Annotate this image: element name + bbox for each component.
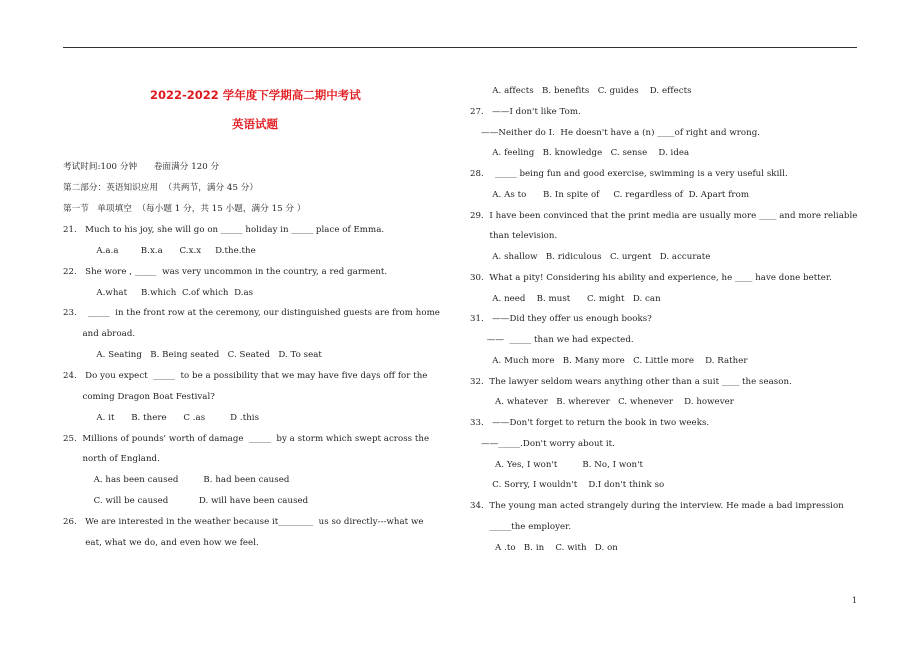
question-line: than television.	[470, 231, 558, 242]
header-rule	[63, 47, 857, 48]
question-line: ——Neither do I. He doesn't have a (n) ____of right and wrong.	[470, 127, 761, 138]
question-line: A. has been caused B. had been caused	[63, 475, 290, 486]
question-line: C. Sorry, I wouldn't D.I don't think so	[470, 480, 665, 491]
question-line: 21. Much to his joy, she will go on _____ holiday in _____ place of Emma.	[63, 225, 385, 235]
question-line: A.a.a B.x.a C.x.x D.the.the	[63, 245, 256, 256]
question-line: 24. Do you expect _____ to be a possibility that we may have five days off for the	[63, 370, 428, 381]
exam-title: 2022-2022 学年度下学期高二期中考试	[150, 88, 361, 102]
question-line: 29. I have been convinced that the print media are usually more ____ and more reliable	[470, 210, 858, 221]
exam-info-part: 第二部分：英语知识应用 （共两节，满分 45 分）	[63, 183, 259, 193]
question-line: A. affects B. benefits C. guides D. effects	[470, 86, 692, 96]
question-line: A. feeling B. knowledge C. sense D. idea	[470, 148, 690, 159]
question-line: A. Seating B. Being seated C. Seated D. To seat	[63, 350, 322, 361]
question-line: A. need B. must C. might D. can	[470, 293, 661, 304]
page-number: 1	[852, 596, 858, 605]
question-line: 27. ——I don't like Tom.	[470, 106, 581, 117]
question-line: 32. The lawyer seldom wears anything other than a suit ____ the season.	[470, 376, 792, 387]
question-line: A.what B.which C.of which D.as	[63, 287, 254, 298]
exam-info-time: 考试时间:100 分钟 卷面满分 120 分	[63, 162, 220, 172]
exam-info-section: 第一节 单项填空 （每小题 1 分，共 15 小题，满分 15 分 ）	[63, 204, 306, 214]
question-line: C. will be caused D. will have been caused	[63, 496, 309, 507]
question-line: A. Yes, I won't B. No, I won't	[470, 459, 644, 470]
question-line: A. it B. there C .as D .this	[63, 412, 260, 423]
exam-subtitle: 英语试题	[232, 117, 278, 131]
question-line: 25. Millions of pounds' worth of damage _____ by a storm which swept across the	[63, 433, 430, 444]
question-line: 28. _____ being fun and good exercise, swimming is a very useful skill.	[470, 169, 788, 179]
question-line: and abroad.	[63, 329, 136, 340]
question-line: eat, what we do, and even how we feel.	[63, 537, 259, 548]
question-line: A .to B. in C. with D. on	[470, 542, 618, 553]
question-line: A. Much more B. Many more C. Little more D. Rather	[470, 355, 748, 366]
question-line: 34. The young man acted strangely during the interview. He made a bad impression	[470, 501, 844, 511]
question-line: 23. _____ in the front row at the ceremony, our distinguished guests are from home	[63, 308, 440, 319]
question-line: _____the employer.	[470, 521, 572, 532]
question-line: A. shallow B. ridiculous C. urgent D. accurate	[470, 252, 711, 262]
question-line: 26. We are interested in the weather because it________ us so directly---what we	[63, 516, 424, 527]
question-line: 30. What a pity! Considering his ability and experience, he ____ have done better.	[470, 272, 832, 283]
question-line: —— _____ than we had expected.	[470, 335, 634, 345]
question-line: A. whatever B. wherever C. whenever D. however	[470, 397, 734, 408]
question-line: 22. She wore , _____ was very uncommon in the country, a red garment.	[63, 266, 388, 277]
question-line: 31. ——Did they offer us enough books?	[470, 314, 652, 325]
question-line: north of England.	[63, 454, 160, 465]
question-line: coming Dragon Boat Festival?	[63, 391, 215, 402]
question-line: A. As to B. In spite of C. regardless of D. Apart from	[470, 189, 750, 200]
question-line: 33. ——Don't forget to return the book in two weeks.	[470, 418, 710, 428]
question-line: ——_____.Don't worry about it.	[470, 438, 615, 449]
